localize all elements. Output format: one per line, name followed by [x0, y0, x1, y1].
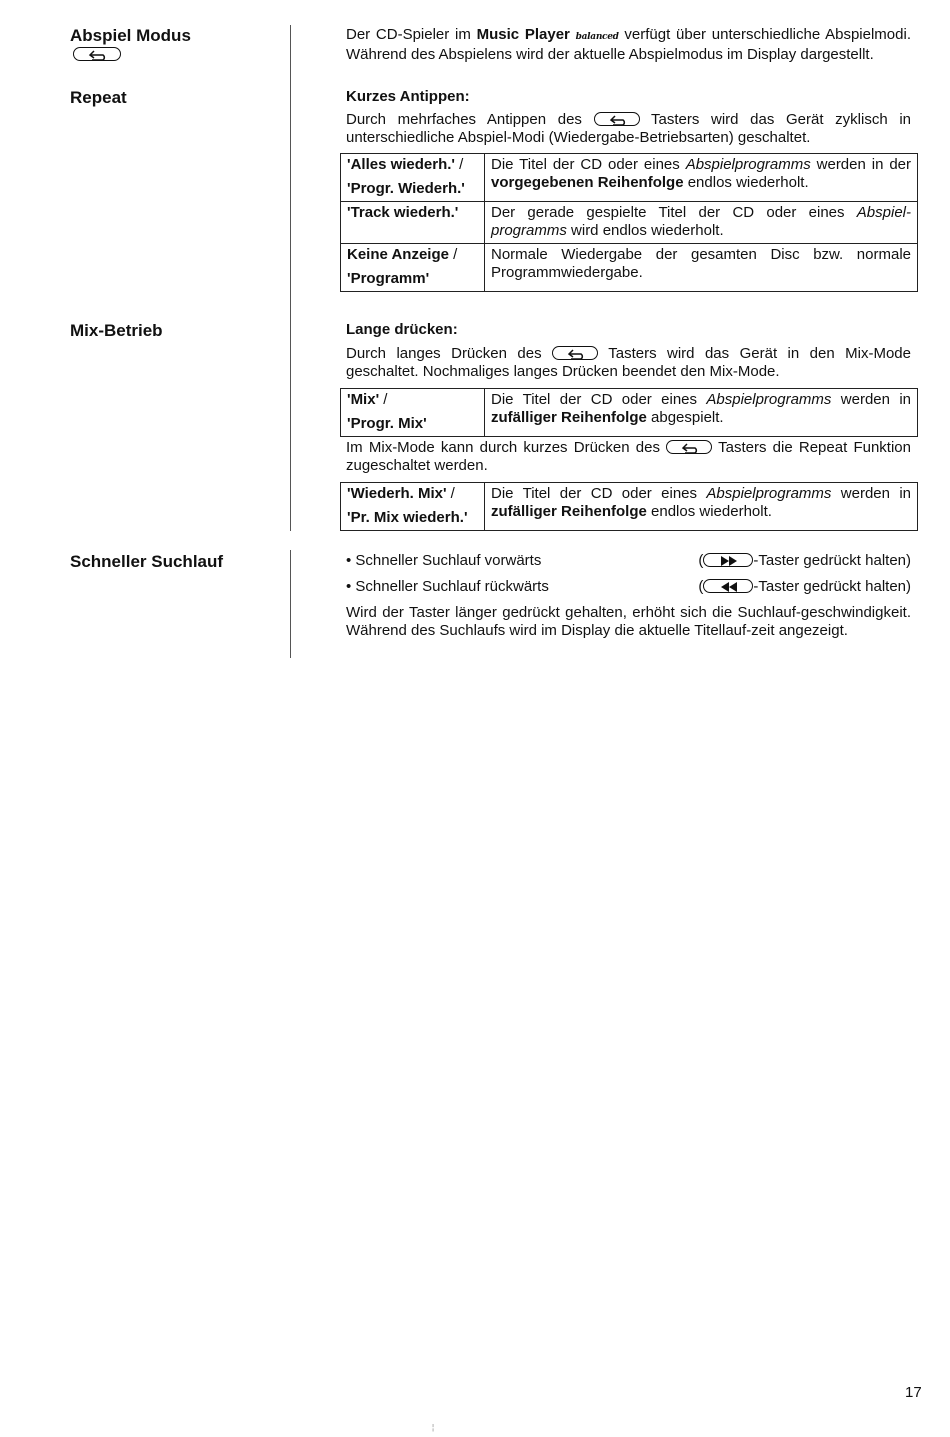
- footer-mark: ¦: [432, 1423, 435, 1432]
- mode-name: 'Track wiederh.': [341, 202, 485, 244]
- rewind-hint: ( -Taster gedrückt halten): [698, 578, 911, 595]
- repeat-button-icon: [594, 112, 640, 126]
- repeat-button-icon: [552, 346, 598, 360]
- repeat-text: [346, 88, 911, 147]
- suchlauf-paragraph: Wird der Taster länger gedrückt gehalten, erhöht sich die Suchlauf-geschwindigkeit. Während des Suchlaufs wird im Display die aktuelle Titellauf-zeit angezeigt.: [346, 604, 911, 639]
- fast-forward-label: • Schneller Suchlauf vorwärts: [346, 552, 542, 569]
- table-row: [341, 202, 918, 244]
- list-item: [346, 578, 911, 604]
- heading-schneller-suchlauf: Schneller Suchlauf: [70, 552, 224, 571]
- rewind-button-icon: [703, 579, 753, 593]
- mode-description: Die Titel der CD oder eines Abspielprogramms werden in der vorgegebenen Reihenfolge endlos wiederholt.: [485, 154, 918, 202]
- repeat-modes-table: [340, 153, 918, 292]
- brand-logo: balanced: [575, 32, 619, 42]
- table-row: [341, 389, 918, 437]
- table-row: [341, 154, 918, 202]
- mix-repeat-table: [340, 482, 918, 531]
- suchlauf-text: [346, 552, 911, 640]
- mix-repeat-paragraph-block: [346, 439, 911, 475]
- mix-repeat-paragraph: Im Mix-Mode kann durch kurzes Drücken des Tasters die Repeat Funktion zugeschaltet werden.: [346, 439, 911, 474]
- mode-description: Die Titel der CD oder eines Abspielprogramms werden in zufälliger Reihenfolge abgespielt.: [485, 389, 918, 437]
- rewind-label: • Schneller Suchlauf rückwärts: [346, 578, 549, 595]
- fast-forward-hint: ( -Taster gedrückt halten): [698, 552, 911, 569]
- repeat-paragraph: Durch mehrfaches Antippen des Tasters wird das Gerät zyklisch in unterschiedliche Abspiel-Modi (Wiedergabe-Betriebsarten) geschaltet.: [346, 111, 912, 146]
- heading-abspiel-modus: Abspiel Modus: [70, 26, 191, 45]
- heading-repeat: Repeat: [70, 88, 127, 107]
- heading-mix-betrieb: Mix-Betrieb: [70, 321, 163, 340]
- product-name: Music Player: [476, 26, 570, 43]
- mode-description: Normale Wiedergabe der gesamten Disc bzw. normale Programmwiedergabe.: [485, 244, 918, 292]
- mix-modes-table: [340, 388, 918, 437]
- repeat-button-icon: [73, 47, 121, 61]
- mode-description: Die Titel der CD oder eines Abspielprogramms werden in zufälliger Reihenfolge endlos wiederholt.: [485, 483, 918, 531]
- mode-description: Der gerade gespielte Titel der CD oder eines Abspiel-programms wird endlos wiederholt.: [485, 202, 918, 244]
- table-row: [341, 483, 918, 531]
- mode-name: 'Alles wiederh.' / 'Progr. Wiederh.': [341, 154, 485, 202]
- repeat-subheading: Kurzes Antippen:: [346, 88, 470, 105]
- column-divider-top: [290, 25, 291, 531]
- mode-name: 'Wiederh. Mix' / 'Pr. Mix wiederh.': [341, 483, 485, 531]
- mix-subheading: Lange drücken:: [346, 321, 458, 338]
- intro-paragraph: Der CD-Spieler im Music Player balanced verfügt über unterschiedliche Abspielmodi. Während des Abspielens wird der aktuelle Abspielmodus im Display dargestellt.: [346, 26, 911, 63]
- mix-text: [346, 321, 911, 381]
- fast-forward-button-icon: [703, 553, 753, 567]
- column-divider-bottom: [290, 550, 291, 658]
- mix-paragraph: Durch langes Drücken des Tasters wird das Gerät in den Mix-Mode geschaltet. Nochmaliges langes Drücken beendet den Mix-Mode.: [346, 345, 911, 380]
- page-number: 17: [905, 1384, 922, 1401]
- mode-name: 'Mix' / 'Progr. Mix': [341, 389, 485, 437]
- repeat-button-icon: [666, 440, 712, 454]
- table-row: [341, 244, 918, 292]
- mode-name: Keine Anzeige / 'Programm': [341, 244, 485, 292]
- list-item: [346, 552, 911, 578]
